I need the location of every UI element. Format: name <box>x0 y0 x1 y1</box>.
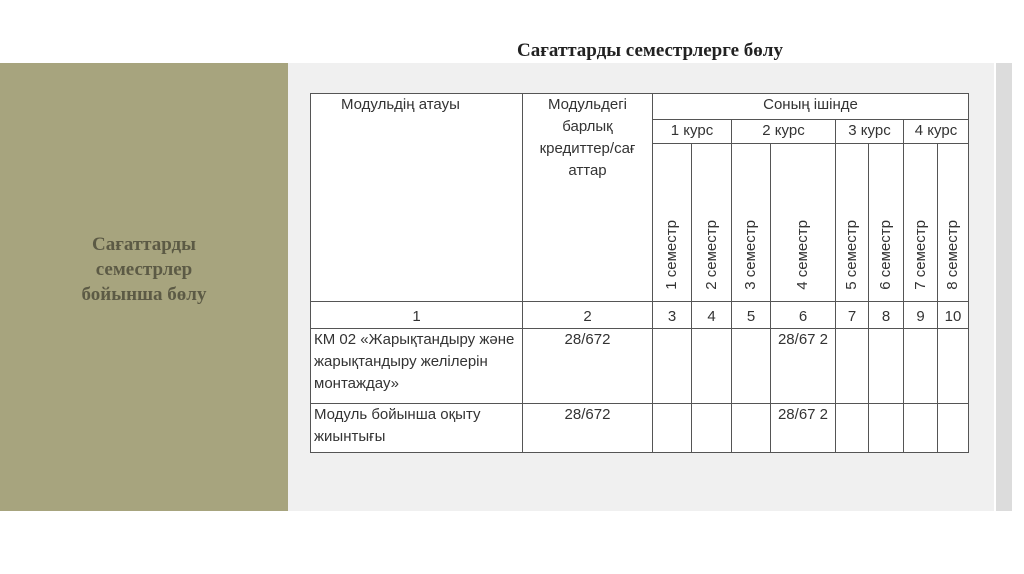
header-semester-cell <box>732 144 771 302</box>
semester-cell: 28/67 2 <box>771 404 836 453</box>
header-course: 2 курс <box>732 120 836 144</box>
semester-cell <box>692 329 732 404</box>
column-number: 7 <box>836 302 869 329</box>
header-semester: 1 семестр <box>663 220 680 290</box>
column-number: 5 <box>732 302 771 329</box>
module-name-cell: КМ 02 «Жарықтандыру және жарықтандыру желілерін монтаждау» <box>311 329 523 404</box>
semester-cell <box>904 329 938 404</box>
semester-cell <box>653 329 692 404</box>
header-semester-cell <box>692 144 732 302</box>
header-semester-cell <box>869 144 904 302</box>
column-number: 9 <box>904 302 938 329</box>
slide-title: Сағаттарды семестрлерге бөлу <box>517 40 783 61</box>
header-course: 4 курс <box>904 120 969 144</box>
semester-cell <box>904 404 938 453</box>
header-semester: 5 семестр <box>843 220 860 290</box>
semester-cell <box>836 404 869 453</box>
hours-distribution-table <box>310 93 969 453</box>
header-semester-cell <box>653 144 692 302</box>
header-semester: 7 семестр <box>911 220 929 290</box>
module-total-cell: 28/672 <box>523 404 653 453</box>
semester-cell <box>653 404 692 453</box>
semester-cell <box>732 404 771 453</box>
semester-cell: 28/67 2 <box>771 329 836 404</box>
semester-cell <box>836 329 869 404</box>
header-semester-cell <box>938 144 969 302</box>
header-course: 1 курс <box>653 120 732 144</box>
semester-cell <box>869 329 904 404</box>
header-semester-cell <box>836 144 869 302</box>
header-module-name: Модульдің атауы <box>311 94 523 302</box>
table-row <box>311 404 969 453</box>
column-number: 6 <box>771 302 836 329</box>
column-number: 10 <box>938 302 969 329</box>
column-number: 8 <box>869 302 904 329</box>
header-total-credits: Модульдегі барлық кредиттер/сағ аттар <box>523 94 653 302</box>
left-panel-title: Сағаттарды семестрлер бойынша бөлу <box>81 234 207 305</box>
header-semester-cell <box>771 144 836 302</box>
header-semester: 2 семестр <box>702 220 720 290</box>
header-including: Соның ішінде <box>653 94 969 120</box>
header-semester-cell <box>904 144 938 302</box>
header-semester: 6 семестр <box>877 220 894 290</box>
column-number: 1 <box>311 302 523 329</box>
header-semester: 4 семестр <box>794 220 811 290</box>
column-number: 3 <box>653 302 692 329</box>
header-semester: 8 семестр <box>944 220 961 290</box>
semester-cell <box>692 404 732 453</box>
semester-cell <box>732 329 771 404</box>
column-number: 4 <box>692 302 732 329</box>
column-number-row <box>311 302 969 329</box>
module-total-cell: 28/672 <box>523 329 653 404</box>
semester-cell <box>869 404 904 453</box>
semester-cell <box>938 404 969 453</box>
header-course: 3 курс <box>836 120 904 144</box>
module-name-cell: Модуль бойынша оқыту жиынтығы <box>311 404 523 453</box>
table-row <box>311 329 969 404</box>
header-semester: 3 семестр <box>742 220 759 290</box>
right-scroll-bar <box>996 63 1012 511</box>
semester-cell <box>938 329 969 404</box>
column-number: 2 <box>523 302 653 329</box>
